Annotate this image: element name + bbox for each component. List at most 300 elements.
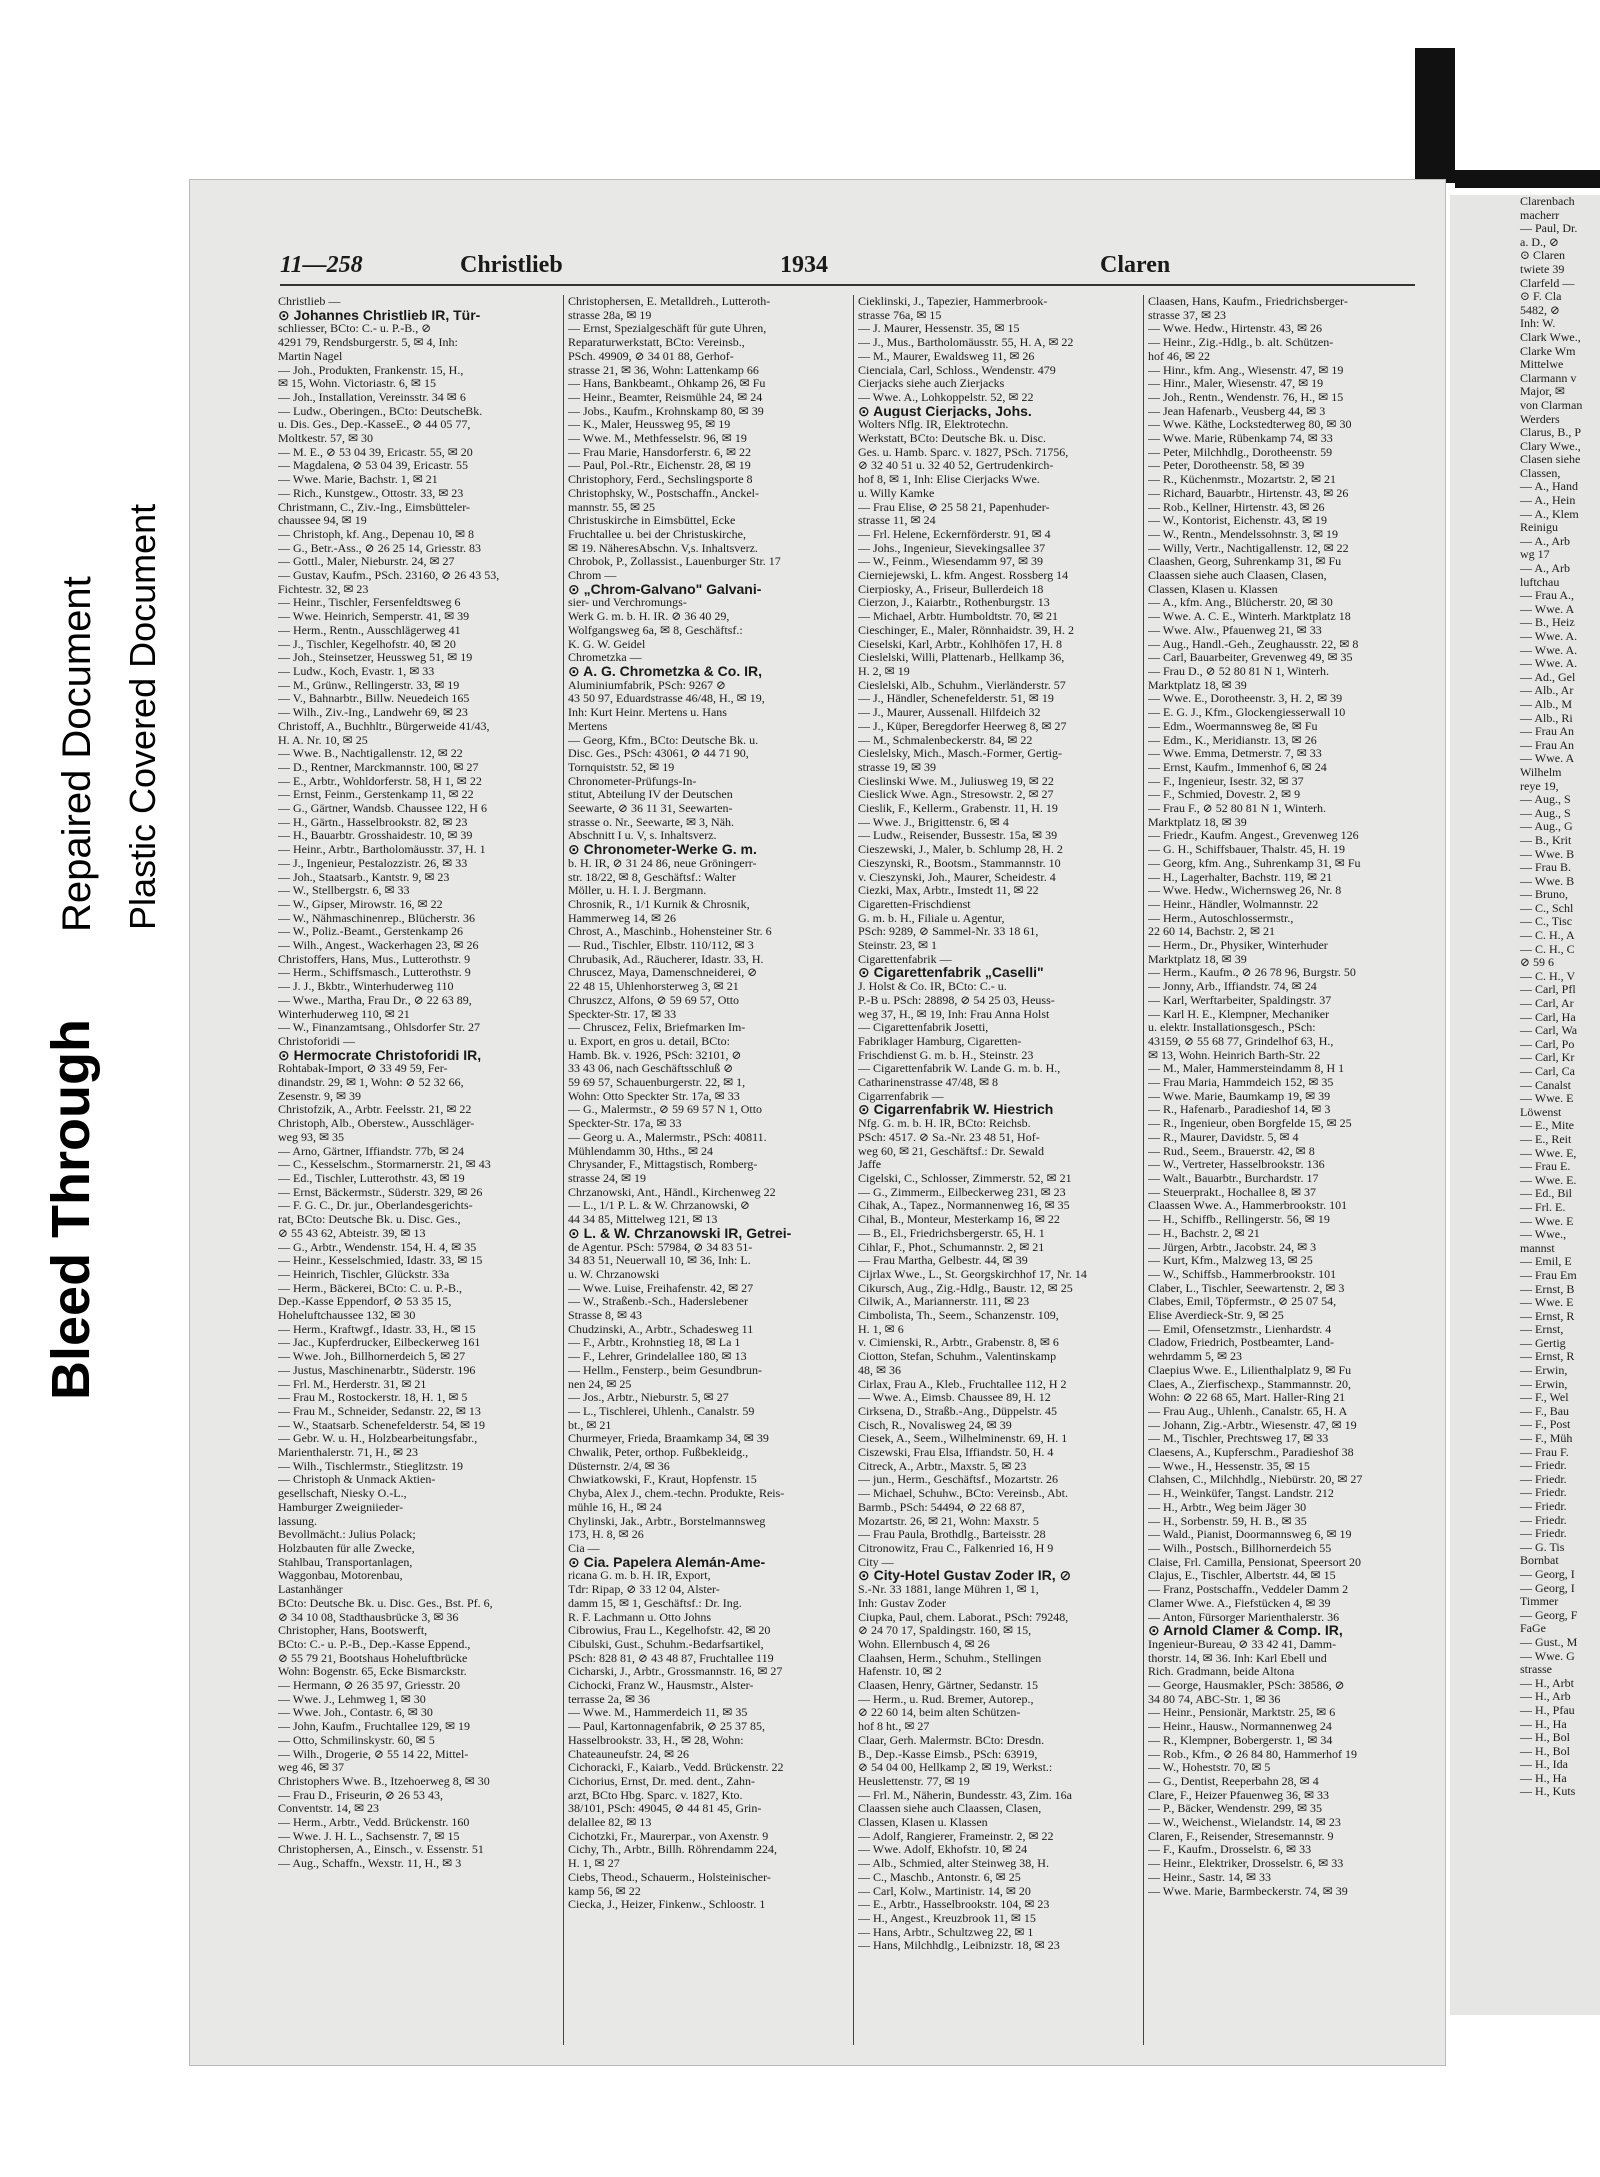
directory-entry-line: strasse 28a, ✉ 19 bbox=[568, 308, 652, 322]
directory-entry-line: — Ludw., Reisender, Bussestr. 15a, ✉ 39 bbox=[858, 829, 1058, 843]
directory-entry-line: Marienthalerstr. 71, H., ✉ 23 bbox=[278, 1446, 419, 1460]
directory-entry-line: ⊘ 55 43 62, Abteistr. 39, ✉ 13 bbox=[278, 1226, 426, 1240]
adjacent-page-line: Bornbat bbox=[1520, 1553, 1559, 1568]
directory-entry-line: Chrosnik, R., 1/1 Kurnik & Chrosnik, bbox=[568, 897, 750, 911]
directory-entry-line: — Gebr. W. u. H., Holzbearbeitungsfabr., bbox=[278, 1432, 478, 1446]
directory-entry-line: — G., Gärtner, Wandsb. Chaussee 122, H 6 bbox=[278, 802, 487, 816]
directory-entry-line: Werk G. m. b. H. IR. ⊘ 36 40 29, bbox=[568, 610, 730, 624]
directory-entry-line: — R., Küchenmstr., Mozartstr. 2, ✉ 21 bbox=[1148, 473, 1337, 487]
directory-entry-line: de Agentur. PSch: 57984, ⊘ 34 83 51- bbox=[568, 1240, 753, 1254]
directory-entry-line: — Georg, kfm. Ang., Suhrenkamp 31, ✉ Fu bbox=[1148, 856, 1361, 870]
directory-entry-line: Christophory, Ferd., Sechslingsporte 8 bbox=[568, 473, 753, 487]
directory-entry-line: strasse o. Nr., Seewarte, ✉ 3, Näh. bbox=[568, 815, 735, 829]
directory-entry-line: — Anton, Fürsorger Marienthalerstr. 36 bbox=[1148, 1610, 1340, 1624]
directory-entry-line: S.-Nr. 33 1881, lange Mühren 1, ✉ 1, bbox=[858, 1583, 1039, 1597]
adjacent-page-line: — Frau An bbox=[1520, 724, 1574, 739]
directory-entry-line: — G., Dentist, Reeperbahn 28, ✉ 4 bbox=[1148, 1774, 1319, 1788]
directory-entry-line: Hammerweg 14, ✉ 26 bbox=[568, 911, 677, 925]
directory-entry-line: — E., Arbtr., Wohldorferstr. 58, H 1, ✉ 22 bbox=[278, 774, 482, 788]
adjacent-page-line: — Carl, Ca bbox=[1520, 1064, 1575, 1078]
directory-entry-line: — Hellm., Fensterp., beim Gesundbrun- bbox=[568, 1363, 762, 1377]
directory-entry-line: Marktplatz 18, ✉ 39 bbox=[1148, 815, 1247, 829]
directory-entry-line: bt., ✉ 21 bbox=[568, 1418, 612, 1432]
directory-entry-line: Christophers Wwe. B., Itzehoerweg 8, ✉ 30 bbox=[278, 1774, 490, 1788]
header-last-entry: Claren bbox=[1100, 252, 1171, 278]
directory-entry-line: Conventstr. 14, ✉ 23 bbox=[278, 1802, 380, 1816]
directory-entry-line: — Peter, Milchhdlg., Dorotheenstr. 59 bbox=[1148, 445, 1333, 459]
directory-entry-line: Cisch, R., Novalisweg 24, ✉ 39 bbox=[858, 1418, 1012, 1432]
directory-entry-line: Ciecka, J., Heizer, Finkenw., Schloostr. 1 bbox=[568, 1898, 766, 1912]
adjacent-page-line: — Frl. E. bbox=[1520, 1199, 1566, 1214]
directory-entry-line: Claren, F., Reisender, Stresemannstr. 9 bbox=[1148, 1829, 1334, 1843]
directory-entry-line: 44 34 85, Mittelweg 121, ✉ 13 bbox=[568, 1213, 718, 1227]
directory-entry-line: — W., Staatsarb. Schenefelderstr. 54, ✉ 19 bbox=[278, 1418, 486, 1432]
adjacent-page-line: ⊙ Claren bbox=[1520, 248, 1566, 263]
directory-entry-line: — F., Kaufm., Drosselstr. 6, ✉ 33 bbox=[1148, 1843, 1312, 1857]
adjacent-page-line: Clary Wwe., bbox=[1520, 438, 1581, 453]
directory-entry-line: — C., Kesselschm., Stormarnerstr. 21, ✉ 43 bbox=[278, 1158, 491, 1172]
directory-entry-line: — H., Lagerhalter, Bachstr. 119, ✉ 21 bbox=[1148, 870, 1333, 884]
directory-entry-line: — Rob., Kellner, Hirtenstr. 43, ✉ 26 bbox=[1148, 500, 1325, 514]
directory-entry-line: — G. H., Schiffsbauer, Thalstr. 45, H. 19 bbox=[1148, 843, 1346, 857]
directory-entry-line: — Wilh., Tischlermstr., Stieglitzstr. 19 bbox=[278, 1459, 463, 1473]
directory-entry-line: Cigelski, C., Schlosser, Zimmerstr. 52, ✉ 21 bbox=[858, 1172, 1072, 1185]
directory-entry-line: — Wwe. Adolf, Ekhofstr. 10, ✉ 24 bbox=[858, 1843, 1028, 1857]
directory-entry-line: Cigarettenfabrik — bbox=[858, 952, 952, 966]
directory-entry-line: — Wwe. Marie, Baumkamp 19, ✉ 39 bbox=[1148, 1089, 1331, 1103]
directory-entry-line: Clajus, E., Tischler, Albertstr. 44, ✉ 15 bbox=[1148, 1569, 1336, 1583]
directory-entry-line: Christophersen, E. Metalldreh., Lutteroth- bbox=[568, 295, 771, 308]
directory-entry-line: — Heinr., Elektriker, Drosselstr. 6, ✉ 33 bbox=[1148, 1857, 1344, 1871]
directory-entry-line: — Michael, Schuhw., BCto: Vereinsb., Abt. bbox=[858, 1487, 1068, 1501]
adjacent-page-line: — Wwe. A. bbox=[1520, 642, 1578, 657]
directory-entry-line: thorstr. 14, ✉ 36. Inh: Karl Ebell und bbox=[1148, 1651, 1327, 1665]
directory-entry-line: Clabes, Emil, Töpfermstr., ⊘ 25 07 54, bbox=[1148, 1295, 1337, 1309]
adjacent-page-line: Clarke Wm bbox=[1520, 343, 1576, 358]
directory-entry-line: ⊙ „Chrom-Galvano" Galvani- bbox=[568, 582, 762, 597]
directory-entry-line: — Jobs., Kaufm., Krohnskamp 80, ✉ 39 bbox=[568, 404, 764, 418]
directory-entry-line: — Carl, Kolw., Martinistr. 14, ✉ 20 bbox=[858, 1884, 1031, 1898]
directory-entry-line: Chronometer-Prüfungs-In- bbox=[568, 774, 697, 788]
directory-entry-line: Martin Nagel bbox=[278, 349, 343, 363]
adjacent-page-line: — H., Ida bbox=[1520, 1757, 1568, 1772]
directory-entry-line: — Ed., Tischler, Lutterothstr. 43, ✉ 19 bbox=[278, 1172, 465, 1185]
directory-entry-line: u. elektr. Installationsgesch., PSch: bbox=[1148, 1021, 1316, 1035]
directory-entry-line: — Adolf, Rangierer, Frameinstr. 2, ✉ 22 bbox=[858, 1829, 1054, 1843]
directory-entry-line: — Kurt, Kfm., Malzweg 13, ✉ 25 bbox=[1148, 1254, 1313, 1268]
directory-entry-line: Rohtabak-Import, ⊘ 33 49 59, Fer- bbox=[278, 1062, 448, 1076]
directory-entry-line: — Herm., Schiffsmasch., Lutterothstr. 9 bbox=[278, 966, 471, 980]
directory-entry-line: weg 60, ✉ 21, Geschäftsf.: Dr. Sewald bbox=[858, 1144, 1045, 1158]
adjacent-page-line: — Georg, I bbox=[1520, 1580, 1575, 1595]
directory-entry-line: 4291 79, Rendsburgerstr. 5, ✉ 4, Inh: bbox=[278, 336, 458, 350]
adjacent-page-line: — F., Müh bbox=[1520, 1431, 1573, 1446]
directory-entry-line: — Hinr., Maler, Wiesenstr. 47, ✉ 19 bbox=[1148, 377, 1324, 391]
directory-entry-line: Cilwik, A., Mariannerstr. 111, ✉ 23 bbox=[858, 1295, 1030, 1309]
directory-entry-line: Wohn: Bogenstr. 65, Ecke Bismarckstr. bbox=[278, 1665, 467, 1679]
directory-entry-line: — G., Betr.-Ass., ⊘ 26 25 14, Griesstr. 83 bbox=[278, 541, 482, 555]
adjacent-page-line: luftchau bbox=[1520, 574, 1560, 589]
directory-entry-line: Christophsky, W., Postschaffn., Anckel- bbox=[568, 486, 759, 500]
directory-entry-line: J. Holst & Co. IR, BCto: C.- u. bbox=[858, 980, 1007, 994]
directory-entry-line: — Heinr., Beamter, Reismühle 24, ✉ 24 bbox=[568, 390, 763, 404]
directory-entry-line: Fichtestr. 32, ✉ 23 bbox=[278, 582, 369, 596]
directory-entry-line: — H., Arbtr., Weg beim Jäger 30 bbox=[1148, 1500, 1307, 1514]
directory-entry-line: — Wwe. Marie, Rübenkamp 74, ✉ 33 bbox=[1148, 432, 1333, 446]
directory-entry-line: — W., Stellbergstr. 6, ✉ 33 bbox=[278, 884, 410, 898]
directory-entry-line: ⊙ Cia. Papelera Alemán-Ame- bbox=[568, 1555, 766, 1570]
directory-entry-line: — Wwe. Hedw., Hirtenstr. 43, ✉ 26 bbox=[1148, 322, 1323, 336]
directory-entry-line: — V., Bahnarbtr., Billw. Neuedeich 165 bbox=[278, 692, 470, 706]
adjacent-page-line: — Aug., G bbox=[1520, 819, 1573, 834]
adjacent-page-line: — Paul, Dr. bbox=[1520, 221, 1578, 236]
adjacent-page-line: — A., Arb bbox=[1520, 561, 1571, 576]
directory-entry-line: — Gustav, Kaufm., PSch. 23160, ⊘ 26 43 53, bbox=[278, 569, 500, 583]
directory-entry-line: Claassen siehe auch Claassen, Clasen, bbox=[858, 1802, 1042, 1816]
adjacent-page-line: — Wwe., bbox=[1520, 1227, 1567, 1242]
directory-entry-line: nen 24, ✉ 25 bbox=[568, 1377, 632, 1391]
directory-entry-line: Cikursch, Aug., Zig.-Hdlg., Baustr. 12, ✉ 25 bbox=[858, 1281, 1073, 1295]
directory-entry-line: Cierzon, J., Kaiarbtr., Rothenburgstr. 13 bbox=[858, 596, 1050, 610]
directory-entry-line: stitut, Abteilung IV der Deutschen bbox=[568, 788, 733, 802]
adjacent-page-line: reye 19, bbox=[1520, 778, 1559, 793]
directory-entry-line: — Aug., Handl.-Geh., Zeughausstr. 22, ✉ 8 bbox=[1148, 637, 1359, 651]
directory-entry-line: — Wwe., Martha, Frau Dr., ⊘ 22 63 89, bbox=[278, 993, 472, 1007]
directory-entry-line: Cimbolista, Th., Seem., Schanzenstr. 109, bbox=[858, 1309, 1059, 1323]
directory-entry-line: Claise, Frl. Camilla, Pensionat, Speersort 20 bbox=[1148, 1555, 1361, 1569]
adjacent-page-line: — F., Post bbox=[1520, 1417, 1571, 1432]
directory-entry-line: Claahsen, Herm., Schuhm., Stellingen bbox=[858, 1651, 1042, 1665]
directory-entry-line: u. Dis. Ges., Dep.-KasseE., ⊘ 44 05 77, bbox=[278, 418, 471, 432]
directory-entry-line: — Wwe. Marie, Bachstr. 1, ✉ 21 bbox=[278, 473, 438, 487]
directory-entry-line: — Willy, Vertr., Nachtigallenstr. 12, ✉ 22 bbox=[1148, 541, 1349, 555]
directory-entry-line: — Wwe. Käthe, Lockstedterweg 80, ✉ 30 bbox=[1148, 418, 1352, 432]
directory-entry-line: Christoff, A., Buchhltr., Bürgerweide 41/43, bbox=[278, 719, 490, 733]
adjacent-page-line: Inh: W. bbox=[1520, 316, 1556, 331]
directory-entry-line: — Peter, Dorotheenstr. 58, ✉ 39 bbox=[1148, 459, 1305, 473]
directory-entry-line: PSch. 49909, ⊘ 34 01 88, Gerhof- bbox=[568, 349, 734, 363]
directory-entry-line: — Friedr., Kaufm. Angest., Grevenweg 126 bbox=[1148, 829, 1359, 843]
directory-entry-line: — Frau Elise, ⊘ 25 58 21, Papenhuder- bbox=[858, 500, 1050, 514]
adjacent-page-line: — Wwe. E bbox=[1520, 1213, 1574, 1228]
directory-entry-line: — Heinr., Tischler, Fersenfeldtsweg 6 bbox=[278, 596, 461, 610]
adjacent-page-line: Clarenbach bbox=[1520, 195, 1575, 208]
adjacent-page-line: — A., Klem bbox=[1520, 506, 1579, 521]
directory-entry-line: Cigaretten-Frischdienst bbox=[858, 897, 971, 911]
directory-entry-line: — Franz, Postschaffn., Veddeler Damm 2 bbox=[1148, 1583, 1349, 1597]
adjacent-page-line: — Friedr. bbox=[1520, 1512, 1567, 1527]
directory-entry-line: Fabriklager Hamburg, Cigaretten- bbox=[858, 1034, 1022, 1048]
directory-entry-line: — K., Maler, Heussweg 95, ✉ 19 bbox=[568, 418, 731, 432]
directory-entry-line: lassung. bbox=[278, 1514, 317, 1528]
directory-entry-line: rat, BCto: Deutsche Bk. u. Disc. Ges., bbox=[278, 1213, 461, 1227]
directory-entry-line: — Ernst, Bäckermstr., Süderstr. 329, ✉ 26 bbox=[278, 1185, 483, 1199]
directory-entry-line: Cihlar, F., Phot., Schumannstr. 2, ✉ 21 bbox=[858, 1240, 1045, 1254]
directory-entry-line: Chrost, A., Maschinb., Hohensteiner Str. 6 bbox=[568, 925, 772, 939]
directory-entry-line: Mühlendamm 30, Hths., ✉ 24 bbox=[568, 1144, 714, 1158]
directory-entry-line: H. 1, ✉ 27 bbox=[568, 1857, 620, 1871]
directory-entry-line: 34 83 51, Neuerwall 10, ✉ 36, Inh: L. bbox=[568, 1254, 751, 1268]
adjacent-page-line: — Ed., Bil bbox=[1520, 1186, 1573, 1201]
directory-page bbox=[190, 180, 1445, 2065]
adjacent-page-line: Werders bbox=[1520, 411, 1560, 426]
directory-entry-line: 22 48 15, Uhlenhorsterweg 3, ✉ 21 bbox=[568, 980, 739, 994]
directory-entry-line: Werkstatt, BCto: Deutsche Bk. u. Disc. bbox=[858, 432, 1047, 446]
directory-entry-line: — Rob., Kfm., ⊘ 26 84 80, Hammerhof 19 bbox=[1148, 1747, 1358, 1761]
directory-entry-line: Heuslettenstr. 77, ✉ 19 bbox=[858, 1774, 970, 1788]
directory-entry-line: Cieslick Wwe. Agn., Stresowstr. 2, ✉ 27 bbox=[858, 788, 1054, 802]
adjacent-page-line: — Alb., Ar bbox=[1520, 683, 1574, 698]
directory-entry-line: Cihak, A., Tapez., Normannenweg 16, ✉ 35 bbox=[858, 1199, 1070, 1213]
repaired-document-label: Repaired Document bbox=[55, 576, 99, 932]
directory-entry-line: Ciesek, A., Seem., Wilhelminenstr. 69, H. 1 bbox=[858, 1432, 1068, 1446]
directory-entry-line: PSch: 4517. ⊘ Sa.-Nr. 23 48 51, Hof- bbox=[858, 1130, 1040, 1144]
directory-entry-line: — R., Maurer, Davidstr. 5, ✉ 4 bbox=[1148, 1130, 1299, 1144]
directory-entry-line: — Heinr., Kesselschmied, Idastr. 33, ✉ 15 bbox=[278, 1254, 483, 1268]
adjacent-page-line: — Erwin, bbox=[1520, 1376, 1568, 1391]
adjacent-page-line: — Wwe. A. bbox=[1520, 656, 1578, 671]
directory-entry-line: Claber, L., Tischler, Seewartenstr. 2, ✉ 3 bbox=[1148, 1281, 1345, 1295]
directory-entry-line: B., Dep.-Kasse Eimsb., PSch: 63919, bbox=[858, 1747, 1038, 1761]
directory-entry-line: Cirlax, Frau A., Kleb., Fruchtallee 112, H 2 bbox=[858, 1377, 1067, 1391]
directory-entry-line: Christuskirche in Eimsbüttel, Ecke bbox=[568, 514, 736, 528]
directory-entry-line: hof 8, ✉ 1, Inh: Elise Cierjacks Wwe. bbox=[858, 473, 1040, 487]
directory-entry-line: Chrzanowski, Ant., Händl., Kirchenweg 22 bbox=[568, 1185, 776, 1199]
directory-entry-line: weg 37, H., ✉ 19, Inh: Frau Anna Holst bbox=[858, 1007, 1050, 1021]
directory-entry-line: Wohn: Otto Speckter Str. 17a, ✉ 33 bbox=[568, 1089, 740, 1103]
directory-entry-line: ⊙ Arnold Clamer & Comp. IR, bbox=[1148, 1624, 1343, 1638]
directory-entry-line: — W., Schiffsb., Hammerbrookstr. 101 bbox=[1148, 1267, 1337, 1281]
adjacent-page-line: — Erwin, bbox=[1520, 1363, 1568, 1378]
directory-entry-line: Cieslelski, Alb., Schuhm., Vierländerstr. 57 bbox=[858, 678, 1066, 692]
directory-entry-line: terrasse 2a, ✉ 36 bbox=[568, 1692, 651, 1706]
directory-entry-line: Speckter-Str. 17a, ✉ 33 bbox=[568, 1117, 682, 1131]
adjacent-page-line: — E., Mite bbox=[1520, 1118, 1574, 1133]
directory-entry-line: Cichocki, Franz W., Hausmstr., Alster- bbox=[568, 1679, 754, 1693]
directory-entry-line: Claasen, Henry, Gärtner, Sedanstr. 15 bbox=[858, 1679, 1039, 1693]
directory-entry-line: — Herm., u. Rud. Bremer, Autorep., bbox=[858, 1692, 1034, 1706]
directory-entry-line: u. Willy Kamke bbox=[858, 486, 935, 500]
directory-entry-line: Cieslik, F., Kellerm., Grabenstr. 11, H. 19 bbox=[858, 802, 1058, 816]
directory-entry-line: — M., Maurer, Ewaldsweg 11, ✉ 26 bbox=[858, 349, 1035, 363]
directory-entry-line: — Ludw., Oberingen., BCto: DeutscheBk. bbox=[278, 404, 483, 418]
adjacent-page-line: — Friedr. bbox=[1520, 1458, 1567, 1473]
adjacent-page-line: — F., Bau bbox=[1520, 1403, 1570, 1418]
directory-entry-line: — Jürgen, Arbtr., Jacobstr. 24, ✉ 3 bbox=[1148, 1240, 1317, 1254]
directory-entry-line: Cienciala, Carl, Schloss., Wendenstr. 479 bbox=[858, 363, 1056, 377]
directory-entry-line: — Herm., Rentn., Ausschlägerweg 41 bbox=[278, 623, 461, 637]
directory-entry-line: — Jos., Arbtr., Nieburstr. 5, ✉ 27 bbox=[568, 1391, 729, 1405]
adjacent-page-line: — Wwe. E. bbox=[1520, 1172, 1577, 1187]
directory-entry-line: Chrubasik, Ad., Räucherer, Idastr. 33, H. bbox=[568, 952, 764, 966]
directory-entry-line: Ges. u. Hamb. Sparc. v. 1827, PSch. 71756, bbox=[858, 445, 1069, 459]
directory-entry-line: Lastanhänger bbox=[278, 1583, 343, 1597]
directory-entry-line: ⊙ L. & W. Chrzanowski IR, Getrei- bbox=[568, 1226, 792, 1241]
adjacent-page-line: — Canalst bbox=[1520, 1077, 1571, 1092]
directory-entry-line: — Rich., Kunstgew., Ottostr. 33, ✉ 23 bbox=[278, 486, 464, 500]
directory-entry-line: 43159, ⊘ 55 68 77, Grindelhof 63, H., bbox=[1148, 1034, 1334, 1048]
directory-entry-line: — Wwe. J., Lehmweg 1, ✉ 30 bbox=[278, 1692, 426, 1706]
directory-entry-line: Claepius Wwe. E., Lilienthalplatz 9, ✉ Fu bbox=[1148, 1363, 1352, 1377]
directory-entry-line: — G., Malermstr., ⊘ 59 69 57 N 1, Otto bbox=[568, 1103, 763, 1117]
directory-entry-line: — R., Hafenarb., Paradieshof 14, ✉ 3 bbox=[1148, 1103, 1331, 1117]
directory-entry-line: Ciszewski, Frau Elsa, Iffiandstr. 50, H. 4 bbox=[858, 1446, 1054, 1460]
directory-entry-line: — Wald., Pianist, Doormannsweg 6, ✉ 19 bbox=[1148, 1528, 1352, 1542]
directory-entry-line: Christmann, C., Ziv.-Ing., Eimsbütteler- bbox=[278, 500, 470, 514]
directory-entry-line: 38/101, PSch: 49045, ⊘ 44 81 45, Grin- bbox=[568, 1802, 762, 1816]
directory-entry-line: Wolters Nflg. IR, Elektrotechn. bbox=[858, 418, 1009, 432]
directory-entry-line: — Wilh., Drogerie, ⊘ 55 14 22, Mittel- bbox=[278, 1747, 469, 1761]
directory-entry-line: — Hans, Arbtr., Schultzweg 22, ✉ 1 bbox=[858, 1925, 1034, 1939]
directory-entry-line: — Steuerprakt., Hochallee 8, ✉ 37 bbox=[1148, 1185, 1317, 1199]
adjacent-page-line: wg 17 bbox=[1520, 547, 1550, 562]
adjacent-page-line: — Friedr. bbox=[1520, 1499, 1567, 1513]
directory-entry-line: Düsternstr. 2/4, ✉ 36 bbox=[568, 1459, 670, 1473]
listing-column-3 bbox=[858, 295, 1138, 2045]
directory-entry-line: mühle 16, H., ✉ 24 bbox=[568, 1500, 662, 1514]
directory-entry-line: ⊘ 54 04 00, Hellkamp 2, ✉ 19, Werkst.: bbox=[858, 1761, 1053, 1775]
directory-entry-line: Chrometzka — bbox=[568, 651, 642, 665]
page-header bbox=[280, 250, 1415, 286]
adjacent-page-line: — Wwe. A. bbox=[1520, 629, 1578, 643]
directory-entry-line: — Wwe. A., Lohkoppelstr. 52, ✉ 22 bbox=[858, 390, 1034, 404]
adjacent-page-line: — Alb., Ri bbox=[1520, 710, 1573, 725]
directory-entry-line: Chruscez, Maya, Damenschneiderei, ⊘ bbox=[568, 966, 758, 980]
directory-entry-line: Wolfgangsweg 6a, ✉ 8, Geschäftsf.: bbox=[568, 623, 743, 637]
directory-entry-line: Nfg. G. m. b. H. IR, BCto: Reichsb. bbox=[858, 1117, 1031, 1131]
directory-entry-line: ⊘ 34 10 08, Stadthausbrücke 3, ✉ 36 bbox=[278, 1610, 459, 1624]
adjacent-page-line: — Wwe. E, bbox=[1520, 1145, 1577, 1160]
directory-entry-line: b. H. IR, ⊘ 31 24 86, neue Gröningerr- bbox=[568, 856, 757, 870]
directory-entry-line: Christoph, Alb., Oberstew., Ausschläger- bbox=[278, 1117, 475, 1131]
directory-entry-line: Classen, Klasen u. Klassen bbox=[858, 1816, 988, 1830]
adjacent-page-line: — Wwe. G bbox=[1520, 1648, 1575, 1663]
directory-entry-line: — Emil, Ofensetzmstr., Lienhardstr. 4 bbox=[1148, 1322, 1332, 1336]
directory-entry-line: — H., Weinküfer, Tangst. Landstr. 212 bbox=[1148, 1487, 1334, 1501]
directory-entry-line: kamp 56, ✉ 22 bbox=[568, 1884, 641, 1898]
directory-entry-line: H. 1, ✉ 6 bbox=[858, 1322, 904, 1336]
directory-entry-line: — J., Tischler, Kegelhofstr. 40, ✉ 20 bbox=[278, 637, 456, 651]
directory-entry-line: Wohn: ⊘ 22 68 65, Mart. Haller-Ring 21 bbox=[1148, 1391, 1346, 1405]
directory-entry-line: Fruchtallee u. bei der Christuskirche, bbox=[568, 527, 746, 541]
adjacent-page-line: — Wwe. B bbox=[1520, 873, 1575, 888]
directory-entry-line: — Ludw., Koch, Evastr. 1, ✉ 33 bbox=[278, 664, 435, 678]
directory-entry-line: ⊙ Chronometer-Werke G. m. bbox=[568, 843, 757, 857]
directory-entry-line: strasse 11, ✉ 24 bbox=[858, 514, 936, 528]
adjacent-page-line: — Ad., Gel bbox=[1520, 669, 1576, 684]
directory-entry-line: — Alb., Schmied, alter Steinweg 38, H. bbox=[858, 1857, 1049, 1871]
directory-entry-line: — Ernst, Feinm., Gerstenkamp 11, ✉ 22 bbox=[278, 788, 474, 802]
adjacent-page-line: — Gertig bbox=[1520, 1335, 1566, 1350]
directory-entry-line: — Wwe. Luise, Freihafenstr. 42, ✉ 27 bbox=[568, 1281, 754, 1295]
directory-entry-line: Chyba, Alex J., chem.-techn. Produkte, Reis- bbox=[568, 1487, 785, 1501]
adjacent-page-line: — Friedr. bbox=[1520, 1485, 1567, 1500]
adjacent-page-line: — C., Tisc bbox=[1520, 914, 1573, 929]
directory-entry-line: Citreck, A., Arbtr., Maxstr. 5, ✉ 23 bbox=[858, 1459, 1027, 1473]
directory-entry-line: Cieklinski, J., Tapezier, Hammerbrook- bbox=[858, 295, 1048, 308]
directory-entry-line: — W., Nähmaschinenrep., Blücherstr. 36 bbox=[278, 911, 475, 925]
directory-entry-line: Cieszewski, J., Maler, b. Schlump 28, H. 2 bbox=[858, 843, 1063, 857]
directory-entry-line: ⊙ A. G. Chrometzka & Co. IR, bbox=[568, 664, 763, 679]
directory-entry-line: — Frau M., Rostockerstr. 18, H. 1, ✉ 5 bbox=[278, 1391, 468, 1405]
directory-entry-line: Cierniejewski, L. kfm. Angest. Rossberg 14 bbox=[858, 569, 1069, 583]
directory-entry-line: — W., Rentn., Mendelssohnstr. 3, ✉ 19 bbox=[1148, 527, 1339, 541]
directory-entry-line: u. W. Chrzanowski bbox=[568, 1267, 660, 1281]
header-year: 1934 bbox=[780, 252, 828, 278]
directory-entry-line: Ciotton, Stefan, Schuhm., Valentinskamp bbox=[858, 1350, 1057, 1364]
plastic-covered-label: Plastic Covered Document bbox=[122, 503, 163, 930]
directory-entry-line: ricana G. m. b. H. IR, Export, bbox=[568, 1569, 711, 1583]
directory-entry-line: BCto: C.- u. P.-B., Dep.-Kasse Eppend., bbox=[278, 1637, 471, 1651]
adjacent-page-line: — Carl, Po bbox=[1520, 1036, 1575, 1051]
directory-entry-line: Wohn. Ellernbusch 4, ✉ 26 bbox=[858, 1637, 990, 1651]
directory-entry-line: — Hinr., kfm. Ang., Wiesenstr. 47, ✉ 19 bbox=[1148, 363, 1344, 377]
directory-entry-line: — W., Kontorist, Eichenstr. 43, ✉ 19 bbox=[1148, 514, 1328, 528]
directory-entry-line: — Wilh., Angest., Wackerhagen 23, ✉ 26 bbox=[278, 939, 479, 953]
directory-entry-line: Winterhuderweg 110, ✉ 21 bbox=[278, 1007, 410, 1021]
directory-entry-line: — F., Lehrer, Grindelallee 180, ✉ 13 bbox=[568, 1350, 747, 1364]
directory-entry-line: — Wwe. A. C. E., Winterh. Marktplatz 18 bbox=[1148, 610, 1351, 624]
adjacent-page-line: Timmer bbox=[1520, 1594, 1559, 1609]
directory-entry-line: Christlieb — bbox=[278, 295, 341, 308]
directory-entry-line: — H., Angest., Kreuzbrook 11, ✉ 15 bbox=[858, 1911, 1036, 1925]
directory-entry-line: Cieszynski, R., Bootsm., Stammannstr. 10 bbox=[858, 856, 1061, 870]
directory-entry-line: — Heinr., Zig.-Hdlg., b. alt. Schützen- bbox=[1148, 336, 1334, 350]
directory-entry-line: — Wwe. E., Dorotheenstr. 3, H. 2, ✉ 39 bbox=[1148, 692, 1343, 706]
directory-entry-line: Hafenstr. 10, ✉ 2 bbox=[858, 1665, 942, 1679]
directory-entry-line: — Heinr., Sastr. 14, ✉ 33 bbox=[1148, 1870, 1272, 1884]
directory-entry-line: str. 18/22, ✉ 8, Geschäftsf.: Walter bbox=[568, 870, 736, 884]
directory-entry-line: 22 60 14, Bachstr. 2, ✉ 21 bbox=[1148, 925, 1276, 939]
directory-entry-line: — Wwe. Joh., Contastr. 6, ✉ 30 bbox=[278, 1706, 433, 1720]
directory-entry-line: Claassen Wwe. A., Hammerbrookstr. 101 bbox=[1148, 1199, 1348, 1213]
directory-entry-line: Bevollmächt.: Julius Polack; bbox=[278, 1528, 416, 1542]
adjacent-page-line: — Alb., M bbox=[1520, 696, 1573, 711]
directory-entry-line: — Frau Aug., Uhlenh., Canalstr. 65, H. A bbox=[1148, 1404, 1348, 1418]
directory-entry-line: — Heinr., Arbtr., Bartholomäusstr. 37, H. 1 bbox=[278, 843, 486, 857]
directory-entry-line: Aluminiumfabrik, PSch: 9267 ⊘ bbox=[568, 678, 727, 692]
directory-entry-line: weg 46, ✉ 37 bbox=[278, 1761, 345, 1775]
directory-entry-line: delallee 82, ✉ 13 bbox=[568, 1816, 652, 1830]
directory-entry-line: G. m. b. H., Filiale u. Agentur, bbox=[858, 911, 1005, 925]
directory-entry-line: — M. E., ⊘ 53 04 39, Ericastr. 55, ✉ 20 bbox=[278, 445, 473, 459]
directory-entry-line: — Hans, Bankbeamt., Ohkamp 26, ✉ Fu bbox=[568, 377, 766, 391]
directory-entry-line: — Karl H. E., Klempner, Mechaniker bbox=[1148, 1007, 1330, 1021]
directory-entry-line: hof 46, ✉ 22 bbox=[1148, 349, 1211, 363]
directory-entry-line: mannstr. 55, ✉ 25 bbox=[568, 500, 656, 514]
directory-entry-line: — Herm., Autoschlossermstr., bbox=[1148, 911, 1294, 925]
adjacent-page-line: Clarmann v bbox=[1520, 370, 1577, 385]
top-right-dark-corner bbox=[1455, 170, 1600, 188]
directory-entry-line: Disc. Ges., PSch: 43061, ⊘ 44 71 90, bbox=[568, 747, 749, 761]
directory-entry-line: BCto: Deutsche Bk. u. Disc. Ges., Bst. Pf. 6, bbox=[278, 1596, 493, 1610]
bleed-through-label: Bleed Through bbox=[41, 1019, 101, 1400]
directory-entry-line: Moltkestr. 57, ✉ 30 bbox=[278, 432, 374, 446]
directory-entry-line: ✉ 13, Wohn. Heinrich Barth-Str. 22 bbox=[1148, 1048, 1321, 1062]
directory-entry-line: Seewarte, ⊘ 36 11 31, Seewarten- bbox=[568, 802, 733, 816]
directory-entry-line: — Paul, Pol.-Rtr., Eichenstr. 28, ✉ 19 bbox=[568, 459, 751, 473]
directory-entry-line: — C., Maschb., Antonstr. 6, ✉ 25 bbox=[858, 1870, 1021, 1884]
directory-entry-line: — W., Feinm., Wiesendamm 97, ✉ 39 bbox=[858, 555, 1044, 569]
listing-column-1 bbox=[278, 295, 558, 2045]
directory-entry-line: — Frl. Helene, Eckernförderstr. 91, ✉ 4 bbox=[858, 527, 1051, 541]
directory-entry-line: Chylinski, Jak., Arbtr., Borstelmannsweg bbox=[568, 1514, 766, 1528]
directory-entry-line: Reparaturwerkstatt, BCto: Vereinsb., bbox=[568, 336, 745, 350]
directory-entry-line: hof 8 ht., ✉ 27 bbox=[858, 1720, 930, 1734]
directory-entry-line: — M., Grünw., Rellingerstr. 33, ✉ 19 bbox=[278, 678, 460, 692]
directory-entry-line: — Frau D., Friseurin, ⊘ 26 53 43, bbox=[278, 1788, 444, 1802]
directory-entry-line: — Frau Martha, Gelbestr. 44, ✉ 39 bbox=[858, 1254, 1028, 1268]
